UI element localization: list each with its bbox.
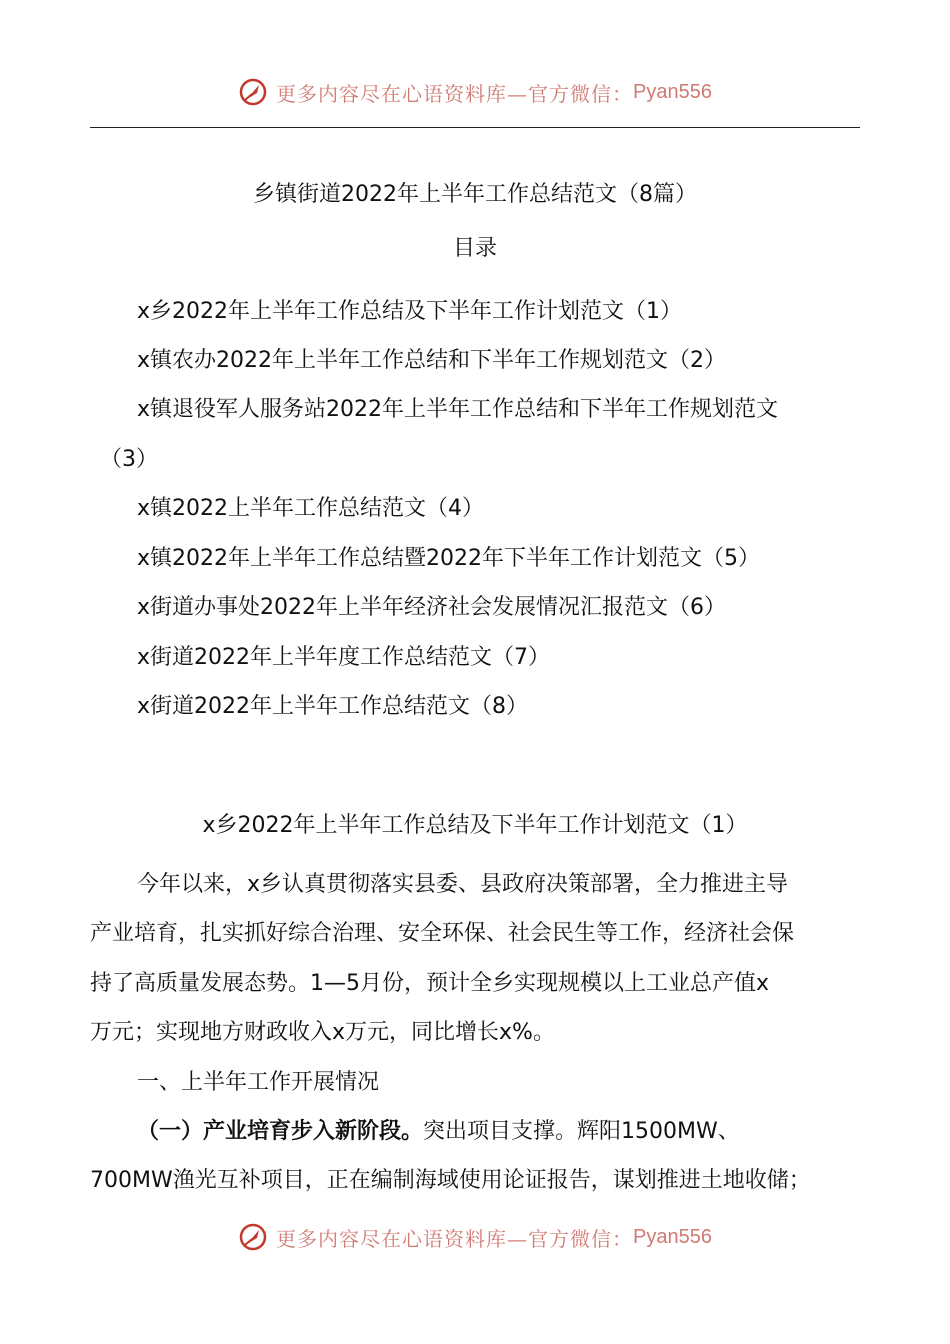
body-line: 持了高质量发展态势。1—5月份，预计全乡实现规模以上工业总产值x [90, 971, 770, 996]
toc-item: x街道2022年上半年工作总结范文（8） [137, 694, 529, 719]
watermark-wechat-id: Pyan556 [633, 80, 712, 103]
subsection-heading: （一）产业培育步入新阶段。 [137, 1119, 424, 1144]
body-line: 700MW渔光互补项目，正在编制海域使用论证报告，谋划推进土地收储； [90, 1168, 811, 1193]
toc-item-continuation: （3） [100, 447, 158, 472]
toc-item: x镇退役军人服务站2022年上半年工作总结和下半年工作规划范文 [137, 397, 779, 422]
body-line: 万元；实现地方财政收入x万元，同比增长x%。 [90, 1020, 555, 1045]
toc-item: x街道办事处2022年上半年经济社会发展情况汇报范文（6） [137, 595, 727, 620]
toc-heading: 目录 [452, 236, 497, 261]
subsection-text: 突出项目支撑。辉阳1500MW、 [423, 1119, 740, 1144]
toc-item: x乡2022年上半年工作总结及下半年工作计划范文（1） [137, 299, 683, 324]
quill-logo-icon [238, 1222, 268, 1252]
watermark-text: 更多内容尽在心语资料库—官方微信： [276, 1226, 634, 1251]
toc-item: x镇2022年上半年工作总结暨2022年下半年工作计划范文（5） [137, 546, 760, 571]
body-line: 产业培育，扎实抓好综合治理、安全环保、社会民生等工作，经济社会保 [90, 921, 795, 946]
watermark-header [0, 72, 950, 112]
quill-logo-icon [238, 77, 268, 107]
watermark-footer [0, 1217, 950, 1257]
toc-item: x镇农办2022年上半年工作总结和下半年工作规划范文（2） [137, 348, 727, 373]
watermark-text: 更多内容尽在心语资料库—官方微信： [276, 81, 634, 106]
header-rule [90, 127, 860, 128]
section-title: x乡2022年上半年工作总结及下半年工作计划范文（1） [202, 813, 748, 838]
body-line: 今年以来，x乡认真贯彻落实县委、县政府决策部署，全力推进主导 [137, 872, 789, 897]
toc-item: x镇2022上半年工作总结范文（4） [137, 496, 485, 521]
document-title: 乡镇街道2022年上半年工作总结范文（8篇） [253, 182, 697, 207]
section-heading: 一、上半年工作开展情况 [137, 1070, 380, 1095]
toc-item: x街道2022年上半年度工作总结范文（7） [137, 645, 551, 670]
watermark-wechat-id: Pyan556 [633, 1225, 712, 1248]
subsection-line [137, 1117, 740, 1147]
